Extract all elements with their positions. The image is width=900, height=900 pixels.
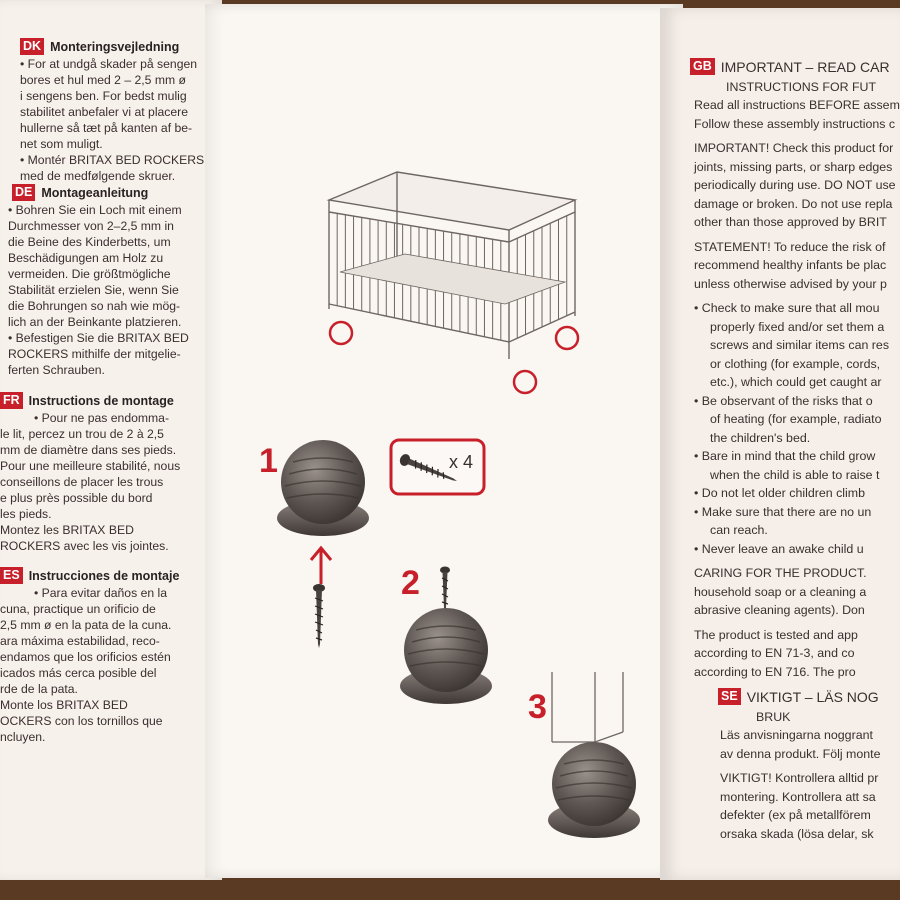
- es-title: Instrucciones de montaje: [28, 568, 180, 583]
- gb-line: • Never leave an awake child u: [694, 541, 864, 556]
- center-panel: [205, 4, 683, 878]
- gb-line: the children's bed.: [710, 430, 811, 445]
- gb-line: screws and similar items can res: [710, 338, 890, 352]
- gb-heading: [690, 58, 890, 75]
- se-line: av denna produkt. Följ monte: [720, 746, 881, 761]
- dk-line: hullerne så tæt på kanten af be-: [20, 121, 193, 135]
- gb-line: etc.), which could get caught ar: [710, 375, 882, 389]
- es-line: • Para evitar daños en la: [34, 586, 167, 600]
- de-line: die Beine des Kinderbetts, um: [8, 235, 171, 249]
- se-line: montering. Kontrollera att sa: [720, 789, 876, 804]
- gb-line: or clothing (for example, cords,: [710, 356, 881, 371]
- de-line: ferten Schrauben.: [8, 363, 105, 377]
- gb-line: other than those approved by BRIT: [694, 215, 887, 229]
- dk-title: Monteringsvejledning: [50, 39, 180, 54]
- dk-line: bores et hul med 2 – 2,5 mm ø: [20, 73, 186, 87]
- de-line: Durchmesser von 2–2,5 mm in: [8, 219, 174, 233]
- dk-line: • For at undgå skader på sengen: [20, 57, 198, 71]
- gb-line: periodically during use. DO NOT use: [694, 178, 896, 192]
- gb-line: • Do not let older children climb: [694, 486, 866, 500]
- de-line: Stabilität erzielen Sie, wenn Sie: [8, 283, 179, 297]
- fr-line: Pour une meilleure stabilité, nous: [0, 459, 181, 473]
- gb-line: when the child is able to raise t: [710, 467, 880, 482]
- gb-line: damage or broken. Do not use repla: [694, 196, 893, 211]
- fr-text: [0, 410, 180, 554]
- es-line: cuna, practique un orificio de: [0, 602, 156, 616]
- de-code-badge: DE: [12, 184, 35, 201]
- es-line: rde de la pata.: [0, 682, 78, 696]
- dk-heading: [20, 38, 179, 55]
- step-number: 3: [528, 688, 547, 726]
- es-line: Monte los BRITAX BED: [0, 698, 128, 712]
- fr-title: Instructions de montage: [28, 393, 174, 408]
- se-heading: [718, 688, 879, 705]
- gb-line: according to EN 71-3, and co: [694, 646, 855, 660]
- gb-line: Follow these assembly instructions c: [694, 116, 896, 131]
- leg-marker-circle: [556, 327, 578, 349]
- up-arrow-icon: [311, 548, 331, 584]
- de-line: vermeiden. Die größtmögliche: [8, 267, 171, 281]
- bed-rocker-step3: [548, 672, 640, 838]
- se-title-line2: BRUK: [756, 710, 791, 724]
- gb-title-line1: IMPORTANT – READ CAR: [720, 58, 890, 75]
- gb-line: properly fixed and/or set them a: [710, 319, 885, 334]
- de-line: lich an der Beinkante platzieren.: [8, 315, 182, 329]
- gb-line: IMPORTANT! Check this product for: [694, 141, 894, 155]
- gb-code-badge: GB: [690, 58, 715, 75]
- fr-line: les pieds.: [0, 507, 52, 521]
- es-text: [0, 585, 171, 745]
- dk-line: med de medfølgende skruer.: [20, 169, 176, 183]
- se-line: defekter (ex på metallförem: [720, 808, 871, 822]
- de-heading: [12, 184, 148, 201]
- de-line: • Bohren Sie ein Loch mit einem: [8, 203, 182, 217]
- se-line: Läs anvisningarna noggrant: [720, 728, 873, 742]
- step-number: 2: [401, 564, 420, 602]
- fr-line: • Pour ne pas endomma-: [34, 411, 170, 425]
- es-heading: [0, 567, 179, 584]
- fr-line: mm de diamètre dans ses pieds.: [0, 443, 177, 457]
- crib-leg-markers: [330, 322, 578, 393]
- gb-line: can reach.: [710, 523, 768, 537]
- gb-line: joints, missing parts, or sharp edges: [694, 159, 893, 174]
- es-line: OCKERS con los tornillos que: [0, 714, 163, 728]
- leg-marker-circle: [514, 371, 536, 393]
- left-panel: [0, 0, 222, 880]
- de-line: • Befestigen Sie die BRITAX BED: [8, 331, 189, 345]
- gb-line: recommend healthy infants be plac: [694, 258, 887, 272]
- gb-line: • Check to make sure that all mou: [694, 301, 880, 315]
- fr-line: le lit, percez un trou de 2 à 2,5: [0, 427, 164, 441]
- fr-line: ROCKERS avec les vis jointes.: [0, 539, 169, 553]
- es-line: ara máxima estabilidad, reco-: [0, 634, 160, 648]
- gb-line: The product is tested and app: [694, 627, 858, 642]
- de-line: Beschädigungen am Holz zu: [8, 251, 164, 265]
- gb-line: Read all instructions BEFORE assem: [694, 98, 900, 112]
- dk-line: stabilitet anbefaler vi at placere: [20, 105, 189, 119]
- de-line: ROCKERS mithilfe der mitgelie-: [8, 347, 181, 361]
- gb-line: abrasive cleaning agents). Don: [694, 603, 865, 617]
- de-line: die Bohrungen so nah wie mög-: [8, 299, 181, 313]
- fr-line: e plus près possible du bord: [0, 491, 153, 505]
- gb-line: unless otherwise advised by your p: [694, 276, 887, 291]
- se-line: VIKTIGT! Kontrollera alltid pr: [720, 771, 879, 785]
- se-code-badge: SE: [718, 688, 741, 705]
- es-line: 2,5 mm ø en la pata de la cuna.: [0, 618, 172, 632]
- gb-line: according to EN 716. The pro: [694, 664, 856, 679]
- de-title: Montageanleitung: [41, 185, 149, 200]
- se-line: orsaka skada (lösa delar, sk: [720, 826, 874, 841]
- fr-line: conseillons de placer les trous: [0, 475, 164, 489]
- gb-line: household soap or a cleaning a: [694, 584, 867, 599]
- gb-title-line2: INSTRUCTIONS FOR FUT: [726, 80, 877, 94]
- leg-marker-circle: [330, 322, 352, 344]
- es-code-badge: ES: [0, 567, 23, 584]
- se-title-line1: VIKTIGT – LÄS NOG: [746, 688, 879, 705]
- es-line: endamos que los orificios estén: [0, 650, 171, 664]
- fr-heading: [0, 392, 174, 409]
- se-text: [720, 726, 881, 843]
- screw-icon: [313, 584, 325, 648]
- screw-count: x 4: [449, 452, 474, 472]
- gb-line: STATEMENT! To reduce the risk of: [694, 239, 886, 254]
- crib-drawing: [329, 172, 575, 359]
- fr-code-badge: FR: [0, 392, 23, 409]
- gb-line: CARING FOR THE PRODUCT.: [694, 566, 867, 580]
- dk-line: • Montér BRITAX BED ROCKERS: [20, 153, 205, 167]
- step-number: 1: [259, 442, 278, 480]
- dk-code-badge: DK: [20, 38, 44, 55]
- gb-line: • Be observant of the risks that o: [694, 393, 873, 408]
- right-panel: [660, 8, 900, 880]
- gb-line: of heating (for example, radiato: [710, 412, 882, 426]
- crib-leg-drawing: [552, 672, 623, 742]
- assembly-illustration: [205, 4, 683, 878]
- dk-line: net som muligt.: [20, 137, 103, 151]
- dk-line: i sengens ben. For bedst mulig: [20, 89, 187, 103]
- bed-rocker-step1: [277, 440, 369, 536]
- gb-text: [694, 96, 900, 681]
- es-line: icados más cerca posible del: [0, 666, 157, 680]
- de-text: [8, 202, 189, 378]
- gb-line: • Bare in mind that the child grow: [694, 449, 876, 463]
- dk-text: [20, 56, 204, 184]
- fr-line: Montez les BRITAX BED: [0, 523, 134, 537]
- es-line: ncluyen.: [0, 730, 46, 744]
- gb-line: • Make sure that there are no un: [694, 504, 872, 519]
